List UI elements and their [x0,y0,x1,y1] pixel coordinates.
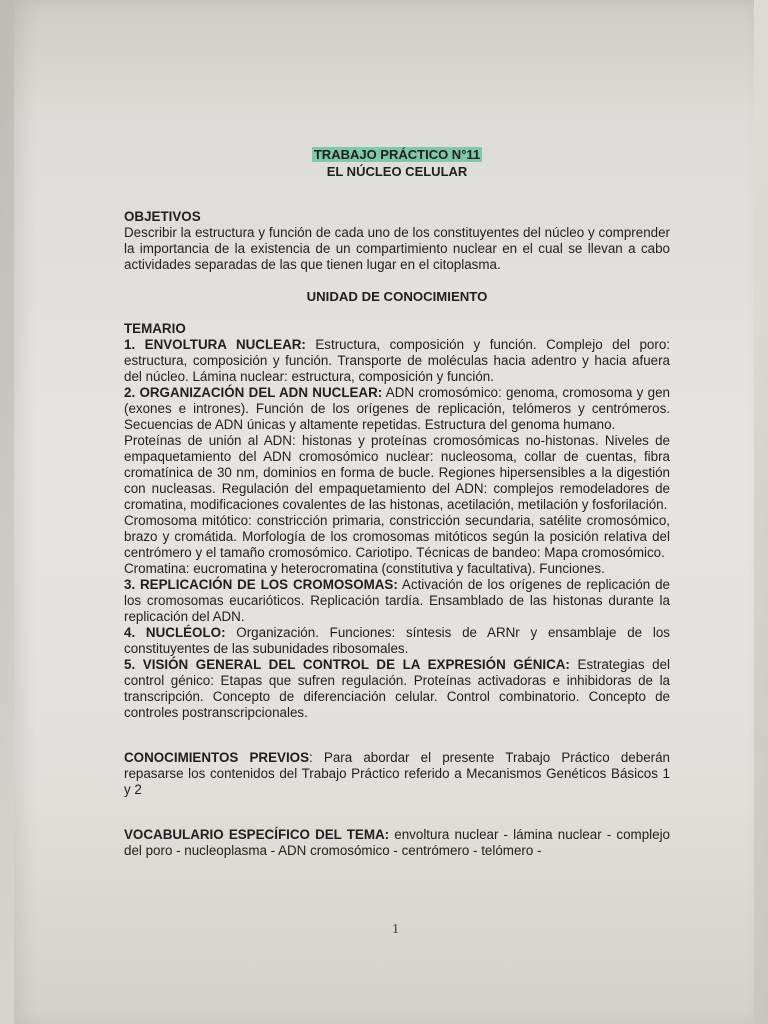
temario-item-label: 5. VISIÓN GENERAL DEL CONTROL DE LA EXPRESIÓN GÉNICA: [124,657,570,672]
temario-item-text: Estrategias del control génico: Etapas que sufren regulación. Proteínas activadoras e inhibidoras de la transcripción. Concepto de diferenciación celular. Control combinatorio. Concepto de controles postranscripcionales. [124,657,671,720]
temario-item-text: Organización. Funciones: síntesis de ARNr y ensamblaje de los constituyentes de las subunidades ribosomales. [124,625,671,656]
temario-item-1 [124,337,670,385]
document-content [124,146,670,859]
previos-label: CONOCIMIENTOS PREVIOS [124,750,310,765]
objetivos-text: Describir la estructura y función de cada uno de los constituyentes del núcleo y comprender la importancia de la existencia de un compartimiento nuclear en el cual se llevan a cabo actividades separadas de las que tienen lugar en el citoplasma. [124,225,670,272]
highlighted-title: TRABAJO PRÁCTICO N°11 [313,147,481,162]
previos-text: : Para abordar el presente Trabajo Práctico deberán repasarse los contenidos del Trabajo Práctico referido a Mecanismos Genéticos Básicos 1 y 2 [124,750,670,797]
document-title [124,146,670,163]
temario-item-label: 3. REPLICACIÓN DE LOS CROMOSOMAS: [124,577,398,592]
temario-paragraph-cromosoma: Cromosoma mitótico: constricción primaria, constricción secundaria, satélite cromosómico, brazo y cromátida. Morfología de los cromosomas mitóticos según la posición relativa del centrómero y el tamaño cromosómico. Cariotipo. Técnicas de bandeo: Mapa cromosómico. [124,513,670,560]
temario-item-text: Activación de los orígenes de replicación de los cromosomas eucarióticos. Replicación tardía. Ensamblado de las histonas durante la replicación del ADN. [124,577,670,624]
vocabulario-label: VOCABULARIO ESPECÍFICO DEL TEMA: [124,827,390,842]
temario-item-3 [124,577,670,625]
temario-item-label: 1. ENVOLTURA NUCLEAR: [124,337,306,352]
temario-item-text: Estructura, composición y función. Complejo del poro: estructura, composición y función. Transporte de moléculas hacia adentro y hacia afuera del núcleo. Lámina nuclear: estructura, composición y función. [124,337,670,384]
temario-item-label: 2. ORGANIZACIÓN DEL ADN NUCLEAR: [124,385,383,400]
temario-item-5 [124,657,670,721]
temario-paragraph-cromatina: Cromatina: eucromatina y heterocromatina (constitutiva y facultativa). Funciones. [124,561,605,576]
temario-item-4 [124,625,670,657]
temario-paragraph-proteinas: Proteínas de unión al ADN: histonas y proteínas cromosómicas no-histonas. Niveles de empaquetamiento del ADN cromosómico nuclear: nucleosoma, collar de cuentas, fibra cromatínica de 30 nm, dominios en forma de bucle. Regiones hipersensibles a la digestión con nucleasas. Regulación del empaquetamiento del ADN: complejos remodeladores de cromatina, modificaciones covalentes de las histonas, acetilación, metilación y fosforilación. [124,433,670,512]
objetivos-heading: OBJETIVOS [124,209,201,224]
vocabulario-text: envoltura nuclear - lámina nuclear - complejo del poro - nucleoplasma - ADN cromosómico - centrómero - telómero - [124,827,670,858]
conocimientos-previos [124,750,670,798]
vocabulario-especifico [124,827,670,859]
unidad-heading: UNIDAD DE CONOCIMIENTO [306,289,488,304]
temario-item-2 [124,385,670,433]
page-number: 1 [392,922,399,937]
temario-item-text: ADN cromosómico: genoma, cromosoma y gen (exones e intrones). Función de los orígenes de replicación, telómeros y centrómeros. Secuencias de ADN únicas y altamente repetidas. Estructura del genoma humano. [124,385,670,432]
temario-heading: TEMARIO [124,321,186,336]
temario-item-label: 4. NUCLÉOLO: [124,625,226,640]
document-subtitle: EL NÚCLEO CELULAR [326,164,468,179]
